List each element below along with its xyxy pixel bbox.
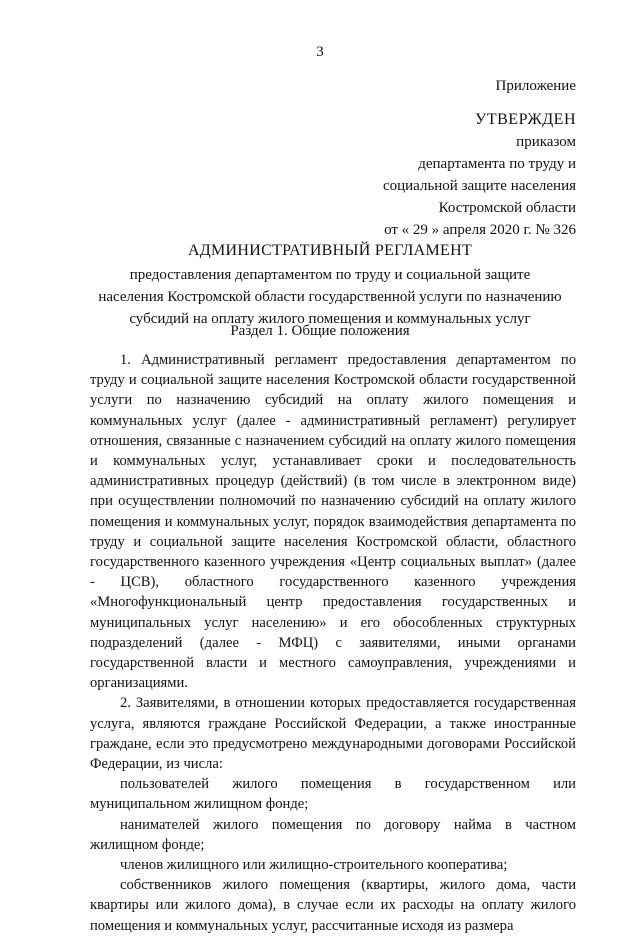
approval-order-date: от « 29 » апреля 2020 г. № 326 bbox=[384, 222, 576, 238]
paragraph: собственников жилого помещения (квартиры, жилого дома, части квартиры или жилого дома), в случае если их расходы на оплату жилого помещения и коммунальных услуг, рассчитанные исходя из размера bbox=[90, 877, 576, 934]
approval-line: департамента по труду и bbox=[418, 156, 576, 172]
page-number: 3 bbox=[316, 44, 324, 60]
approval-stamp-block bbox=[383, 75, 576, 241]
paragraph: 1. Административный регламент предоставления департаментом по труду и социальной защите населения Костромской области государственной услуги по назначению субсидий на оплату жилого помещения и коммунальных услуг (далее - административный регламент) регулирует отношения, связанные с назначением субсидий на оплату жилого помещения и коммунальных услуг, устанавливает сроки и последовательность административных процедур (действий) (в том числе в электронном виде) при осуществлении полномочий по назначению субсидий на оплату жилого помещения и коммунальных услуг, порядок взаимодействия департамента по труду и социальной защите населения Костромской области, областного государственного казенного учреждения «Центр социальных выплат» (далее - ЦСВ), областного государственного казенного учреждения «Многофункциональный центр предоставления государственных и муниципальных услуг населению» и его обособленных структурных подразделений (далее - МФЦ) с заявителями, иными органами государственной власти и местного самоуправления, учреждениями и организациями. bbox=[90, 352, 576, 692]
document-title-block bbox=[80, 240, 580, 330]
section-heading: Раздел 1. Общие положения bbox=[230, 323, 410, 339]
document-subtitle-line: предоставления департаментом по труду и социальной защите bbox=[129, 267, 531, 283]
approval-line: социальной защите населения bbox=[382, 178, 576, 194]
paragraph: членов жилищного или жилищно-строительного кооператива; bbox=[120, 857, 508, 874]
document-body bbox=[90, 350, 576, 936]
document-subtitle-line: населения Костромской области государственной услуги по назначению bbox=[98, 289, 562, 305]
paragraph: 2. Заявителями, в отношении которых предоставляется государственная услуга, являются граждане Российской Федерации, а также иностранные граждане, если это предусмотрено международными договорами Российской Федерации, из числа: bbox=[90, 695, 576, 773]
approval-line: приказом bbox=[516, 134, 576, 150]
document-title: АДМИНИСТРАТИВНЫЙ РЕГЛАМЕНТ bbox=[187, 242, 473, 259]
annex-label: Приложение bbox=[495, 78, 576, 94]
approval-line: Костромской области bbox=[438, 200, 576, 216]
paragraph: нанимателей жилого помещения по договору найма в частном жилищном фонде; bbox=[90, 816, 576, 853]
document-subtitle-line: субсидий на оплату жилого помещения и коммунальных услуг bbox=[129, 311, 531, 327]
approved-heading: УТВЕРЖДЕН bbox=[475, 111, 576, 128]
paragraph: пользователей жилого помещения в государственном или муниципальном жилищном фонде; bbox=[90, 776, 576, 813]
